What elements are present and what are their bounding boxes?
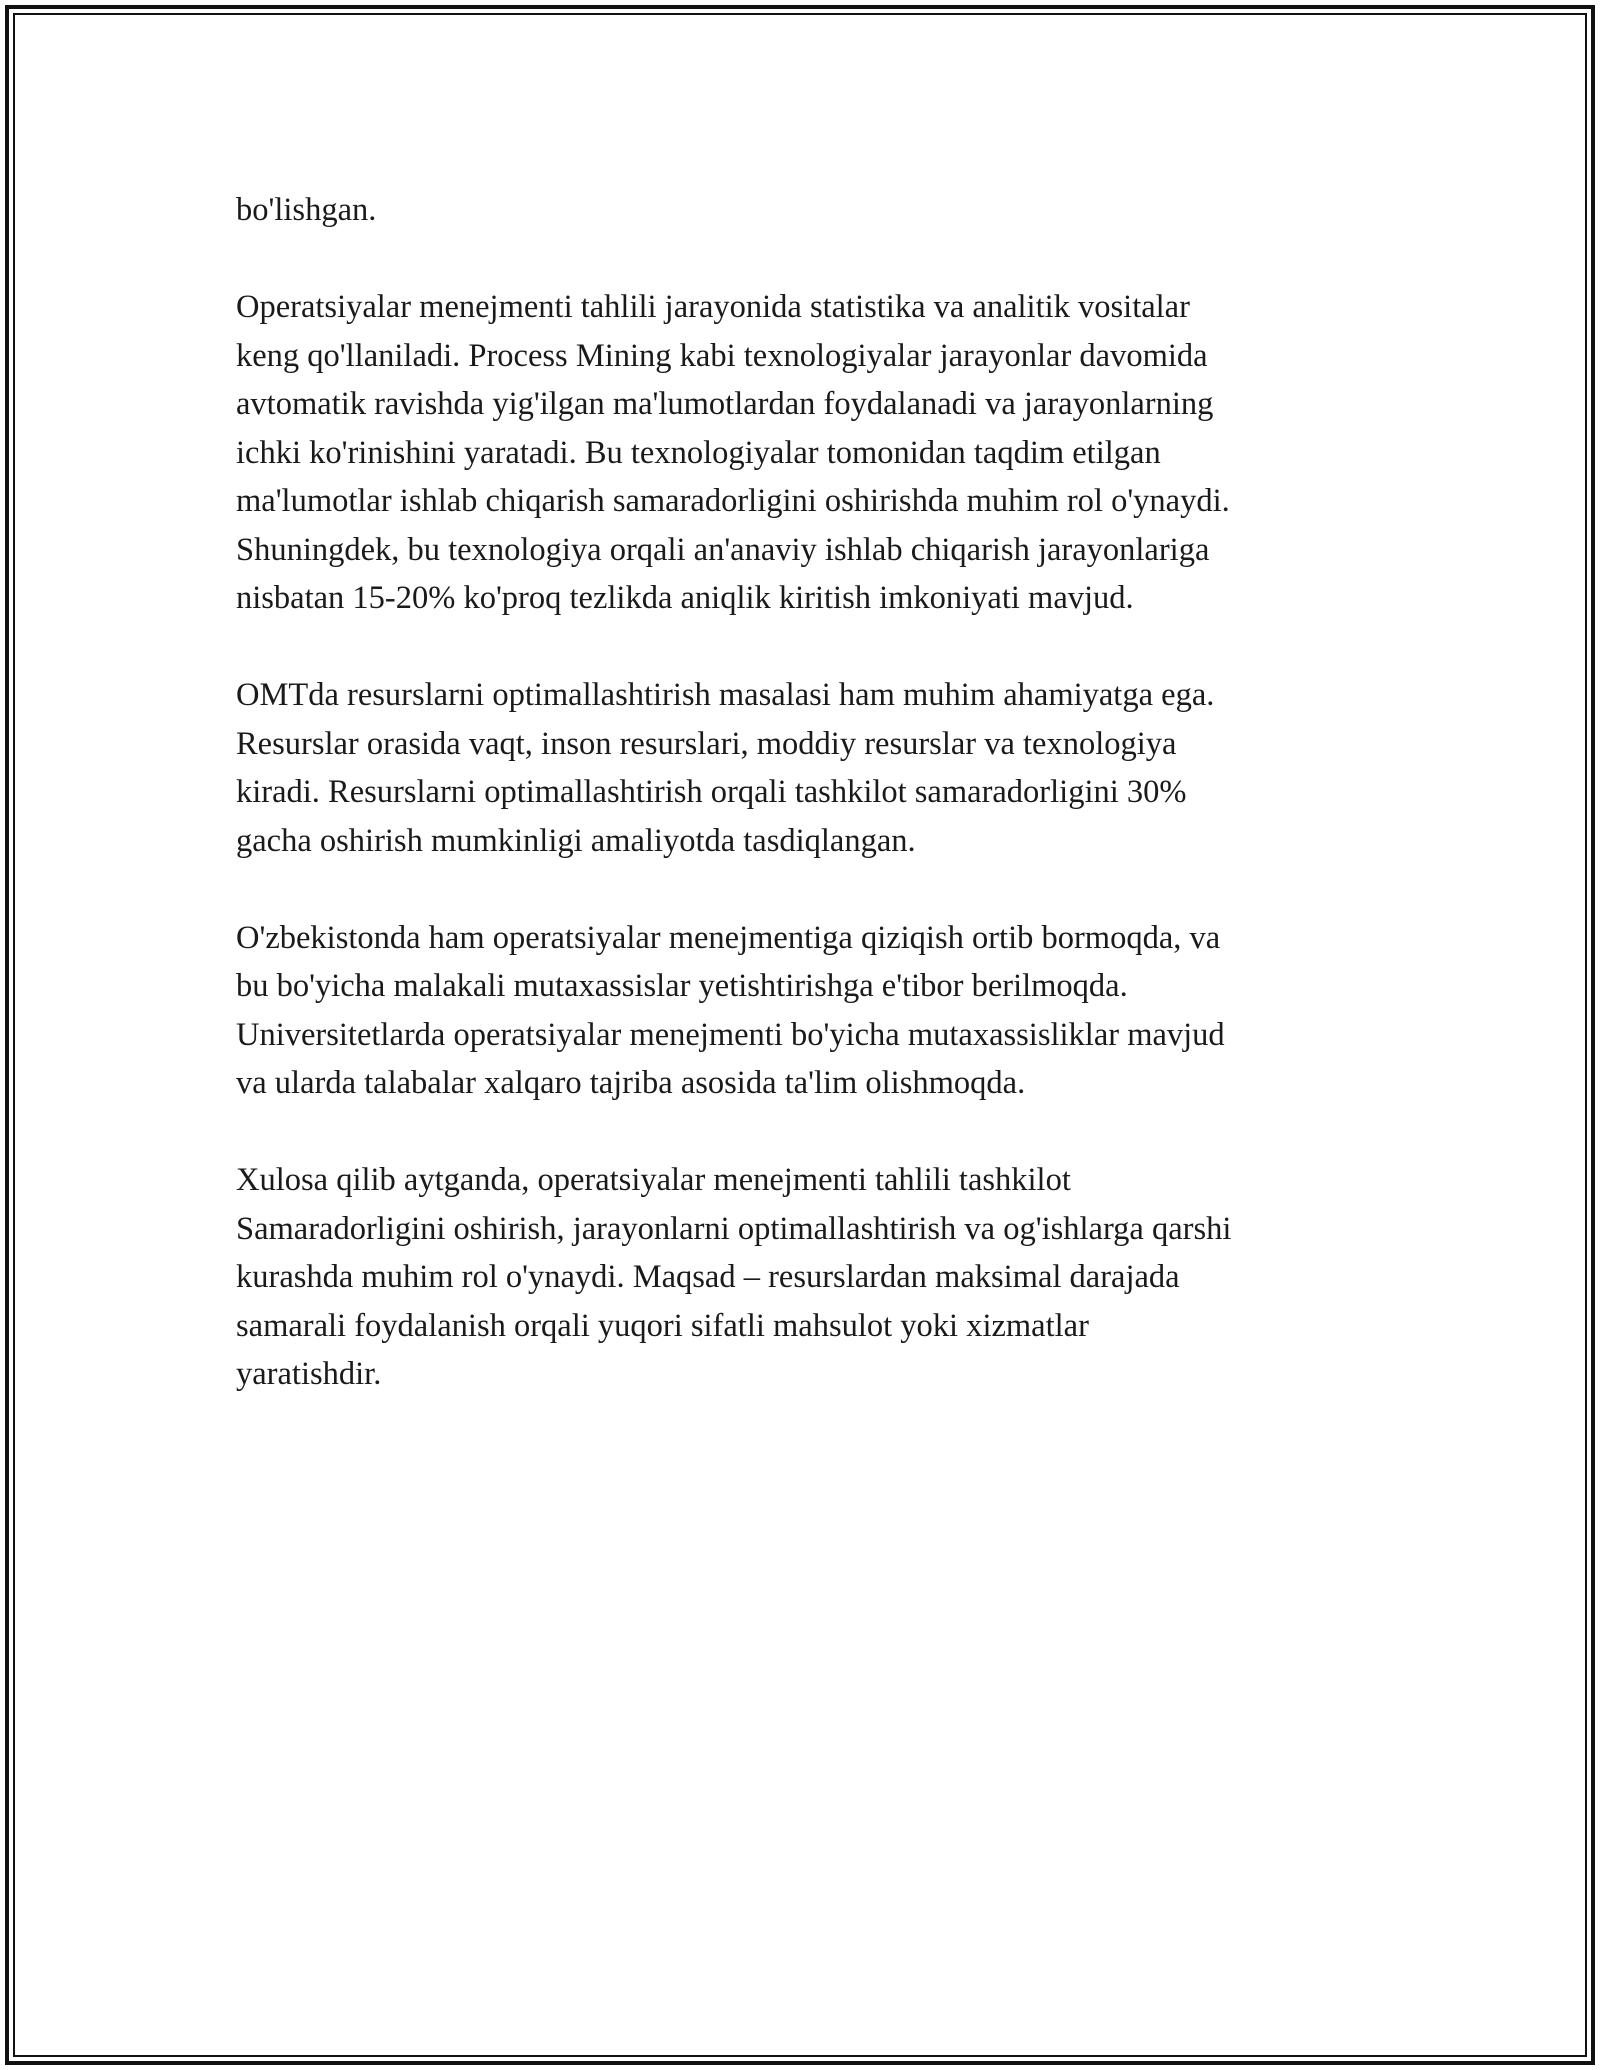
paragraph-conclusion: Xulosa qilib aytganda, operatsiyalar menejmenti tahlili tashkilot Samaradorligini oshirish, jarayonlarni optimallashtirish va og'ishlarga qarshi kurashda muhim rol o'ynaydi. Maqsad – resurslardan maksimal darajada samarali foydalanish orqali yuqori sifatli mahsulot yoki xizmatlar yaratishdir. [236, 1162, 1232, 1392]
paragraph-analytics-tools: Operatsiyalar menejmenti tahlili jarayonida statistika va analitik vositalar keng qo'llaniladi. Process Mining kabi texnologiyalar jarayonlar davomida avtomatik ravishda yig'ilgan ma'lumotlardan foydalanadi va jarayonlarning ichki ko'rinishini yaratadi. Bu texnologiyalar tomonidan taqdim etilgan ma'lumotlar ishlab chiqarish samaradorligini oshirishda muhim rol o'ynaydi. Shuningdek, bu texnologiya orqali an'anaviy ishlab chiqarish jarayonlariga nisbatan 15-20% ko'proq tezlikda aniqlik kiritish imkoniyati mavjud. [236, 289, 1230, 616]
paragraph-resource-optimization: OMTda resurslarni optimallashtirish masalasi ham muhim ahamiyatga ega. Resurslar orasida vaqt, inson resurslari, moddiy resurslar va texnologiya kiradi. Resurslarni optimallashtirish orqali tashkilot samaradorligini 30% gacha oshirish mumkinligi amaliyotda tasdiqlangan. [236, 677, 1215, 859]
document-body [236, 186, 1386, 1447]
paragraph-continuation: bo'lishgan. [236, 192, 377, 228]
paragraph-uzbekistan: O'zbekistonda ham operatsiyalar menejmentiga qiziqish ortib bormoqda, va bu bo'yicha malakali mutaxassislar yetishtirishga e'tibor berilmoqda. Universitetlarda operatsiyalar menejmenti bo'yicha mutaxassisliklar mavjud va ularda talabalar xalqaro tajriba asosida ta'lim olishmoqda. [236, 919, 1225, 1101]
